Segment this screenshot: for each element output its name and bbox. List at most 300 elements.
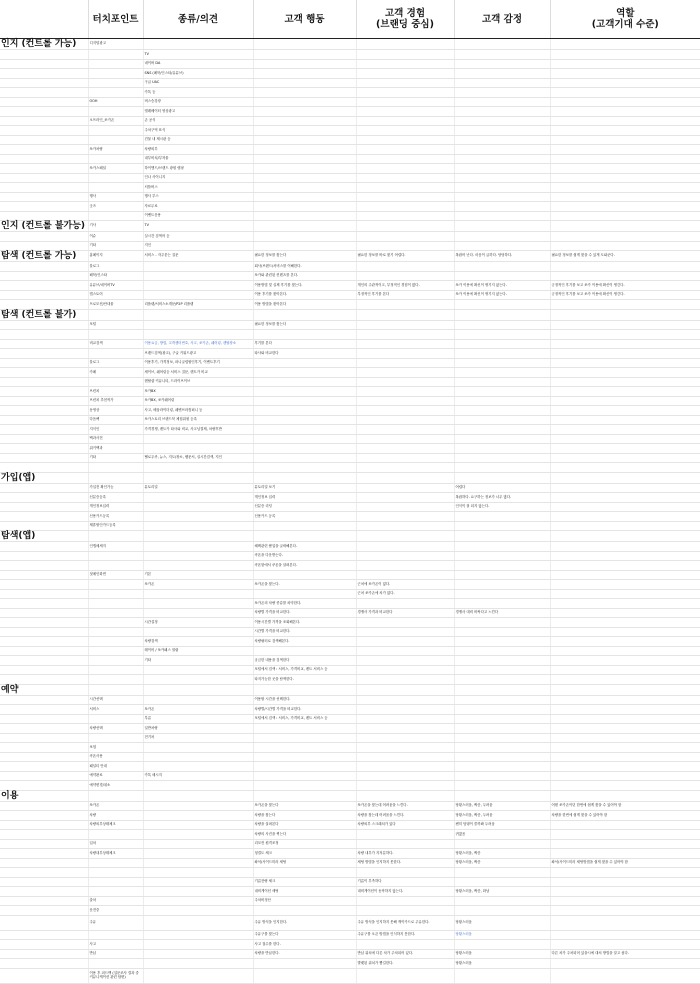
role-cell (550, 145, 700, 155)
behavior-cell: 기름잔량 체크 (253, 877, 356, 887)
role-cell (550, 705, 700, 715)
stage-cell: 탐색 (컨트롤 불가) (0, 309, 88, 320)
touchpoint-cell (88, 665, 143, 675)
type-cell (143, 551, 253, 561)
type-cell: 튜토리얼 (143, 483, 253, 493)
experience-cell: 주유구를 오픈 방법을 인식하지 못한다. (356, 930, 454, 940)
role-cell (550, 618, 700, 628)
emotion-cell (454, 97, 550, 107)
stage-cell (0, 656, 88, 666)
stage-cell (0, 59, 88, 69)
experience-cell (356, 396, 454, 406)
type-cell: 기본 (143, 570, 253, 580)
behavior-cell: 튜토리얼 보기 (253, 483, 356, 493)
type-cell (143, 887, 253, 897)
experience-cell (356, 724, 454, 734)
experience-cell (356, 618, 454, 628)
stage-cell (0, 349, 88, 359)
touchpoint-cell (88, 126, 143, 136)
type-cell: 존 공식 (143, 116, 253, 126)
table-row (0, 849, 700, 859)
experience-cell (356, 483, 454, 493)
table-row (0, 561, 700, 571)
type-cell (143, 849, 253, 859)
table-row (0, 790, 700, 801)
role-cell (550, 126, 700, 136)
experience-cell (356, 656, 454, 666)
behavior-cell: 쿠폰함에서 쿠폰을 살펴본다. (253, 561, 356, 571)
journey-rows (0, 39, 700, 984)
emotion-cell (454, 646, 550, 656)
experience-cell: 근처에 쏘카존이 없다. (356, 580, 454, 590)
table-row (0, 646, 700, 656)
emotion-cell (454, 262, 550, 272)
stage-cell (0, 695, 88, 705)
emotion-cell (454, 877, 550, 887)
role-cell (550, 968, 700, 983)
behavior-cell (253, 968, 356, 983)
type-cell: 헬로우쿠, 뉴스, 지도/장소, 웹문서, 실시간검색, 지인 (143, 453, 253, 463)
experience-cell (356, 271, 454, 281)
experience-cell (356, 472, 454, 483)
role-cell (550, 211, 700, 221)
emotion-cell (454, 145, 550, 155)
stage-cell (0, 69, 88, 79)
emotion-cell: 인식이 잘 되지 않는다. (454, 502, 550, 512)
behavior-cell (253, 521, 356, 531)
role-cell (550, 915, 700, 930)
role-cell (550, 377, 700, 387)
table-row (0, 551, 700, 561)
behavior-cell (253, 241, 356, 251)
type-cell: 차량외부 (143, 145, 253, 155)
stage-cell (0, 743, 88, 753)
touchpoint-cell: 신용카드등록 (88, 512, 143, 522)
experience-cell (356, 358, 454, 368)
behavior-cell (253, 59, 356, 69)
behavior-cell (253, 368, 356, 378)
type-cell (143, 665, 253, 675)
stage-cell (0, 406, 88, 416)
table-row (0, 349, 700, 359)
experience-cell (356, 330, 454, 340)
type-cell: 쏘카BX (143, 387, 253, 397)
stage-cell: 인지 (컨트롤 불가능) (0, 221, 88, 232)
experience-cell (356, 705, 454, 715)
behavior-cell (253, 396, 356, 406)
behavior-cell: 궁금한 내용을 검색한다 (253, 656, 356, 666)
emotion-cell: 복잡하다. 요구하는 정보가 너무 많다. (454, 493, 550, 503)
behavior-cell (253, 97, 356, 107)
emotion-cell (454, 580, 550, 590)
experience-cell (356, 637, 454, 647)
table-row (0, 425, 700, 435)
touchpoint-cell: 디지털광고 (88, 39, 143, 50)
behavior-cell (253, 646, 356, 656)
stage-cell (0, 483, 88, 493)
table-row (0, 330, 700, 340)
table-row (0, 896, 700, 906)
emotion-cell: 경쟁사 대비 비싸다고 느낀다 (454, 608, 550, 618)
role-cell: 필요한 정보를 쉽게 찾을 수 있게 도와준다. (550, 251, 700, 262)
type-cell (143, 434, 253, 444)
behavior-cell (253, 50, 356, 60)
experience-cell (356, 896, 454, 906)
role-cell: 긍정적인 후기를 보고 쏘카 이용에 확신이 생긴다. (550, 290, 700, 300)
role-cell (550, 444, 700, 454)
type-cell (143, 820, 253, 830)
table-row (0, 839, 700, 849)
type-cell (143, 444, 253, 454)
touchpoint-cell: 시간선택 (88, 695, 143, 705)
stage-cell (0, 154, 88, 164)
experience-cell (356, 406, 454, 416)
role-cell (550, 97, 700, 107)
behavior-cell (253, 221, 356, 232)
stage-cell (0, 627, 88, 637)
type-cell (143, 472, 253, 483)
stage-cell (0, 50, 88, 60)
stage-cell (0, 930, 88, 940)
table-row (0, 97, 700, 107)
type-cell (143, 743, 253, 753)
role-cell (550, 781, 700, 791)
touchpoint-cell: 신분증등록 (88, 493, 143, 503)
behavior-cell: 신분증 리딩 (253, 502, 356, 512)
behavior-cell: 필요한 정보를 찾는다 (253, 320, 356, 330)
stage-cell (0, 915, 88, 930)
table-row (0, 627, 700, 637)
role-cell (550, 232, 700, 242)
touchpoint-cell: 차량외부상태체크 (88, 820, 143, 830)
table-row (0, 50, 700, 60)
stage-cell (0, 281, 88, 291)
experience-cell (356, 309, 454, 320)
stage-cell (0, 608, 88, 618)
table-row (0, 415, 700, 425)
behavior-cell: 쏘카존을 찾는다. (253, 580, 356, 590)
touchpoint-cell: 브런치 추천작가 (88, 396, 143, 406)
experience-cell (356, 116, 454, 126)
behavior-cell: 혜택관련 팝업을 클릭해본다. (253, 542, 356, 552)
emotion-cell (454, 271, 550, 281)
experience-cell (356, 192, 454, 202)
emotion-cell (454, 542, 550, 552)
experience-cell (356, 627, 454, 637)
table-row (0, 192, 700, 202)
experience-cell (356, 262, 454, 272)
table-row (0, 39, 700, 50)
emotion-cell (454, 330, 550, 340)
table-row (0, 368, 700, 378)
type-cell: 렌탈샵 커뮤니티, 드라이브이브 (143, 377, 253, 387)
experience-cell (356, 684, 454, 695)
emotion-cell: 당황스러움, 짜증, 화남 (454, 887, 550, 897)
emotion-cell (454, 724, 550, 734)
type-cell: 리플렛/서비스소개문/P2P 리플렛 (143, 300, 253, 310)
stage-cell (0, 387, 88, 397)
stage-cell (0, 164, 88, 174)
emotion-cell (454, 183, 550, 193)
role-cell (550, 570, 700, 580)
stage-cell (0, 173, 88, 183)
behavior-cell: 쿠폰을 다운받는다. (253, 551, 356, 561)
experience-cell: 근처 쏘카존에 차가 없다. (356, 589, 454, 599)
behavior-cell: 이용 방법을 찾아본다 (253, 300, 356, 310)
stage-cell (0, 521, 88, 531)
touchpoint-cell: 기사 (88, 221, 143, 232)
experience-cell (356, 97, 454, 107)
behavior-cell: 쏘카존을 찾는다 (253, 801, 356, 811)
type-cell: 쏘카존 (143, 580, 253, 590)
touchpoint-cell (88, 733, 143, 743)
emotion-cell (454, 173, 550, 183)
stage-cell (0, 724, 88, 734)
behavior-cell: 리모컨 원격조정 (253, 839, 356, 849)
role-cell: 긍정적인 후기를 보고 쏘카 이용에 확신이 생긴다. (550, 281, 700, 291)
behavior-cell (253, 472, 356, 483)
stage-cell (0, 463, 88, 473)
role-cell (550, 300, 700, 310)
table-row (0, 444, 700, 454)
table-row (0, 580, 700, 590)
emotion-cell (454, 116, 550, 126)
emotion-cell (454, 714, 550, 724)
touchpoint-cell: 반납 (88, 949, 143, 959)
behavior-cell (253, 211, 356, 221)
touchpoint-cell: 비교검색 (88, 339, 143, 349)
behavior-cell (253, 724, 356, 734)
role-cell (550, 551, 700, 561)
experience-cell (356, 521, 454, 531)
header-customer-emotion: 고객 감정 (454, 0, 550, 39)
role-cell (550, 724, 700, 734)
stage-cell: 이용 (0, 790, 88, 801)
emotion-cell (454, 349, 550, 359)
role-cell (550, 135, 700, 145)
behavior-cell: 타사와 비교한다 (253, 349, 356, 359)
table-row (0, 202, 700, 212)
type-cell: 건물 내 제시판 등 (143, 135, 253, 145)
stage-cell: 탐색(앱) (0, 531, 88, 542)
behavior-cell (253, 116, 356, 126)
role-cell (550, 665, 700, 675)
type-cell: 시간설정 (143, 618, 253, 628)
touchpoint-cell: 인앱메세지 (88, 542, 143, 552)
experience-cell (356, 173, 454, 183)
table-row (0, 406, 700, 416)
behavior-cell: 이용시간별 가격을 조회해본다. (253, 618, 356, 628)
emotion-cell (454, 368, 550, 378)
behavior-cell: 회사/브랜드/서비스를 이해한다. (253, 262, 356, 272)
stage-cell (0, 444, 88, 454)
stage-cell (0, 434, 88, 444)
role-cell: 다른 차가 주차되어 있을시에 대처 방법을 알고 싶다. (550, 949, 700, 959)
stage-cell: 예약 (0, 684, 88, 695)
experience-cell (356, 665, 454, 675)
emotion-cell (454, 78, 550, 88)
type-cell (143, 561, 253, 571)
behavior-cell: 이용할 시간을 선택한다. (253, 695, 356, 705)
experience-cell (356, 300, 454, 310)
table-row (0, 877, 700, 887)
stage-cell (0, 300, 88, 310)
experience-cell (356, 39, 454, 50)
role-cell (550, 714, 700, 724)
experience-cell: 세팅 방법을 인지하지 못한다. (356, 858, 454, 868)
role-cell (550, 358, 700, 368)
table-row (0, 599, 700, 609)
emotion-cell: 쏘카 이용에 확신이 생기지 않는다. (454, 281, 550, 291)
stage-cell (0, 940, 88, 950)
role-cell (550, 425, 700, 435)
type-cell: 자료무료 (143, 202, 253, 212)
role-cell (550, 646, 700, 656)
behavior-cell (253, 868, 356, 878)
experience-cell (356, 50, 454, 60)
table-row (0, 531, 700, 542)
behavior-cell (253, 202, 356, 212)
table-row (0, 542, 700, 552)
experience-cell (356, 377, 454, 387)
header-customer-experience: 고객 경험 (브랜딩 중심) (356, 0, 454, 39)
emotion-cell: 당황스러움, 짜증 (454, 858, 550, 868)
touchpoint-cell: 쏘카스페셜 (88, 164, 143, 174)
experience-cell: 반납 위치에 다른 차가 주차되어 있다. (356, 949, 454, 959)
type-cell (143, 915, 253, 930)
experience-cell: 내비게이션이 동작하지 않는다. (356, 887, 454, 897)
table-row (0, 135, 700, 145)
stage-cell (0, 202, 88, 212)
table-row (0, 675, 700, 685)
emotion-cell (454, 221, 550, 232)
table-row (0, 262, 700, 272)
experience-cell (356, 733, 454, 743)
stage-cell: 가입(앱) (0, 472, 88, 483)
experience-cell (356, 743, 454, 753)
type-cell: 이벤트응용 (143, 211, 253, 221)
experience-cell (356, 868, 454, 878)
stage-cell (0, 896, 88, 906)
table-row (0, 949, 700, 959)
emotion-cell (454, 752, 550, 762)
table-row (0, 959, 700, 969)
type-cell (143, 262, 253, 272)
behavior-cell: 쏘카와 관련된 컨텐츠를 본다. (253, 271, 356, 281)
emotion-cell (454, 868, 550, 878)
type-cell: 이용후기, 가격정보, 파니클럽할인후기, 이벤트후기 (143, 358, 253, 368)
behavior-cell: 좌석/사이드미러 세팅 (253, 858, 356, 868)
touchpoint-cell: 첫메인화면 (88, 570, 143, 580)
behavior-cell: 후기를 본다 (253, 339, 356, 349)
behavior-cell: 신용카드 등록 (253, 512, 356, 522)
stage-cell (0, 453, 88, 463)
table-row (0, 211, 700, 221)
stage-cell (0, 820, 88, 830)
behavior-cell: 타지가능한 곳을 탐색한다. (253, 675, 356, 685)
type-cell: 구글 UAC (143, 78, 253, 88)
table-row (0, 164, 700, 174)
emotion-cell (454, 675, 550, 685)
table-row (0, 232, 700, 242)
table-row (0, 145, 700, 155)
role-cell (550, 107, 700, 117)
stage-cell (0, 330, 88, 340)
table-row (0, 811, 700, 821)
emotion-cell (454, 135, 550, 145)
role-cell: 좌석/사이드미러 세팅방법을 쉽게 찾을 수 있어야 함 (550, 858, 700, 868)
type-cell: 일반차량 (143, 724, 253, 734)
behavior-cell (253, 444, 356, 454)
behavior-cell (253, 107, 356, 117)
emotion-cell (454, 444, 550, 454)
role-cell (550, 849, 700, 859)
touchpoint-cell (88, 877, 143, 887)
role-cell (550, 173, 700, 183)
role-cell (550, 78, 700, 88)
touchpoint-cell: 차량선택 (88, 724, 143, 734)
type-cell: 카톡 등 (143, 88, 253, 98)
emotion-cell: 귀찮음 (454, 830, 550, 840)
stage-cell (0, 415, 88, 425)
touchpoint-cell: 굿즈 (88, 202, 143, 212)
table-row (0, 358, 700, 368)
type-cell (143, 839, 253, 849)
table-row (0, 271, 700, 281)
role-cell (550, 790, 700, 801)
experience-cell (356, 78, 454, 88)
stage-cell (0, 116, 88, 126)
table-row (0, 281, 700, 291)
touchpoint-cell: 운전중 (88, 906, 143, 916)
table-row (0, 762, 700, 772)
touchpoint-cell: 카페 (88, 368, 143, 378)
stage-cell (0, 493, 88, 503)
behavior-cell: 사고 접수를 한다. (253, 940, 356, 950)
experience-cell (356, 164, 454, 174)
behavior-cell (253, 463, 356, 473)
touchpoint-cell: 동영상 (88, 406, 143, 416)
experience-cell (356, 599, 454, 609)
stage-cell (0, 877, 88, 887)
type-cell (143, 968, 253, 983)
touchpoint-cell (88, 211, 143, 221)
touchpoint-cell: 쏘카존 (88, 801, 143, 811)
role-cell (550, 521, 700, 531)
emotion-cell (454, 339, 550, 349)
emotion-cell (454, 627, 550, 637)
touchpoint-cell (88, 714, 143, 724)
emotion-cell (454, 164, 550, 174)
type-cell (143, 330, 253, 340)
table-row (0, 521, 700, 531)
type-cell: 내부비치/부착물 (143, 154, 253, 164)
stage-cell (0, 368, 88, 378)
experience-cell (356, 145, 454, 155)
type-cell (143, 790, 253, 801)
emotion-cell (454, 684, 550, 695)
emotion-cell (454, 387, 550, 397)
role-cell (550, 906, 700, 916)
emotion-cell (454, 300, 550, 310)
emotion-cell (454, 589, 550, 599)
role-cell (550, 415, 700, 425)
experience-cell (356, 551, 454, 561)
behavior-cell (253, 781, 356, 791)
touchpoint-cell (88, 868, 143, 878)
emotion-cell (454, 551, 550, 561)
role-cell (550, 695, 700, 705)
